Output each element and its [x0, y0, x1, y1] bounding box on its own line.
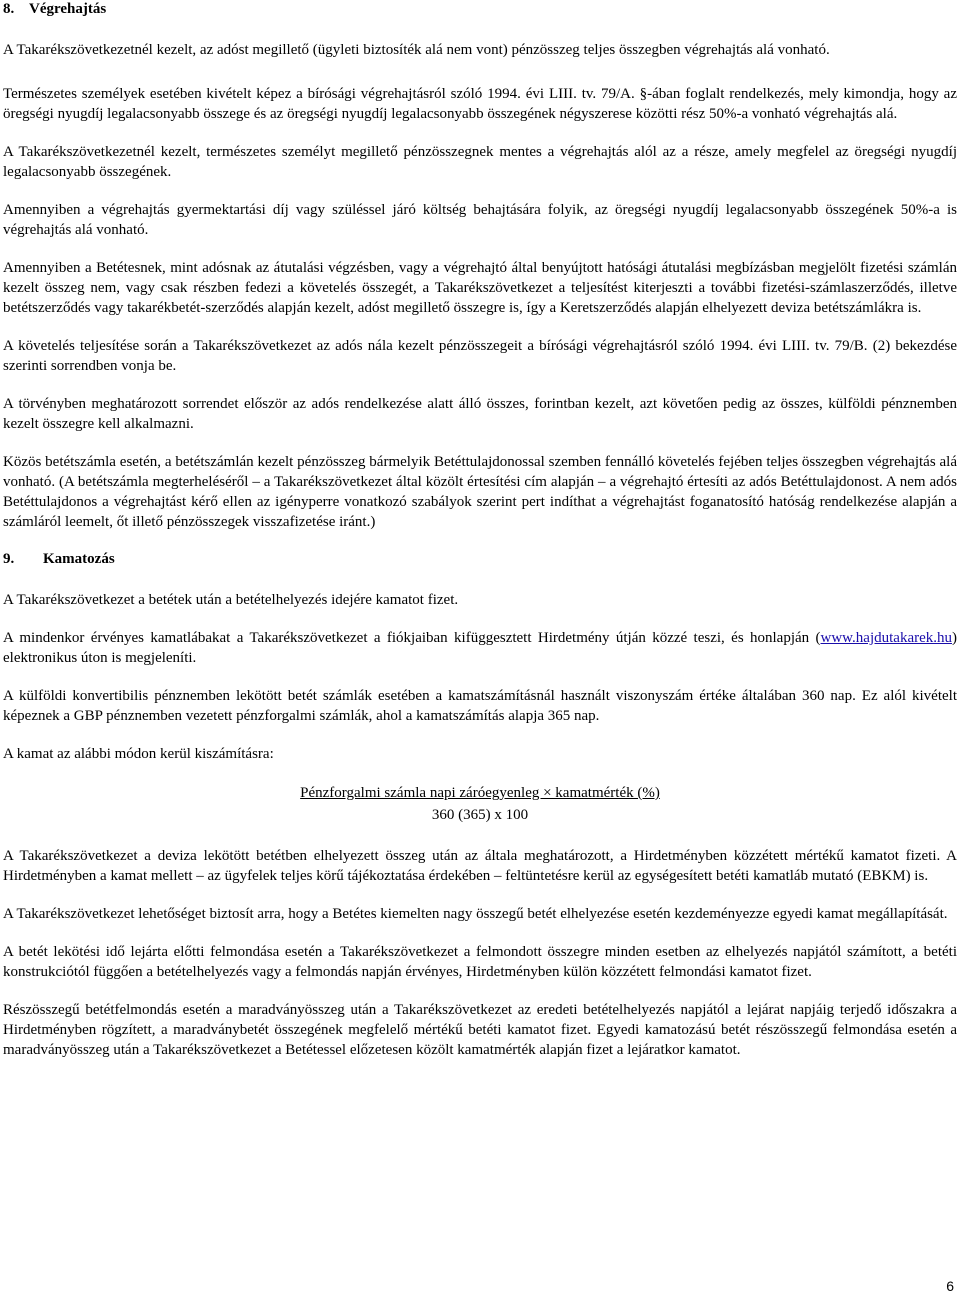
- paragraph: A Takarékszövetkezet a betétek után a betételhelyezés idejére kamatot fizet.: [3, 592, 459, 608]
- paragraph: A követelés teljesítése során a Takarékszövetkezet az adós nála kezelt pénzösszegeit a bírósági végrehajtásról szóló 1994. évi LIII. tv. 79/B. (2) bekezdése szerinti sorrendben vonja be.: [3, 338, 957, 374]
- paragraph: A Takarékszövetkezetnél kezelt, az adóst megillető (ügyleti biztosíték alá nem vont) pénzösszeg teljes összegben végrehajtás alá vonható.: [3, 42, 830, 58]
- section-heading-vegrehajtas: [3, 0, 957, 18]
- section-title: Kamatozás: [43, 551, 115, 567]
- section-title: Végrehajtás: [29, 1, 107, 17]
- paragraph: A Takarékszövetkezet lehetőséget biztosít arra, hogy a Betétes kiemelten nagy összegű betét elhelyezése esetén kezdeményezze egyedi kamat megállapítását.: [3, 906, 948, 922]
- paragraph-with-link: [3, 628, 957, 668]
- paragraph: A kamat az alábbi módon kerül kiszámításra:: [3, 746, 274, 762]
- section-number: 8.: [3, 1, 15, 17]
- section-heading-kamatozas: [3, 550, 957, 568]
- website-link[interactable]: www.hajdutakarek.hu: [820, 630, 952, 646]
- paragraph: Amennyiben a végrehajtás gyermektartási díj vagy szüléssel járó költség behajtására folyik, az öregségi nyugdíj legalacsonyabb összegének 50%-a is végrehajtás alá vonható.: [3, 202, 957, 238]
- page-number: 6: [946, 1278, 954, 1294]
- formula-denominator: 360 (365) x 100: [431, 807, 529, 823]
- paragraph-text: ) elektronikus úton is megjeleníti.: [3, 630, 957, 666]
- section-number: 9.: [3, 551, 15, 567]
- paragraph-text: A mindenkor érvényes kamatlábakat a Takarékszövetkezet a fiókjaiban kifüggesztett Hirdetmény útján közzé teszi, és honlapján (: [3, 630, 821, 646]
- interest-formula: [3, 782, 957, 826]
- paragraph: A külföldi konvertibilis pénznemben lekötött betét számlák esetében a kamatszámításnál használt viszonyszám értéke általában 360 nap. Ez alól kivételt képeznek a GBP pénznemben vezetett pénzforgalmi számlák, ahol a kamatszámítás alapja 365 nap.: [3, 688, 957, 724]
- paragraph: Részösszegű betétfelmondás esetén a maradványösszeg után a Takarékszövetkezet az eredeti betételhelyezés napjától a lejárat napjáig terjedő időszakra a Hirdetményben rögzített, a maradványbetét összegének megfelelő mértékű betéti kamatot fizet. Egyedi kamatozású betét részösszegű felmondása esetén a maradványösszeg után a Takarékszövetkezet a Betétessel előzetesen közölt kamatmérték alapján fizet a lejáratkor kamatot.: [3, 1002, 957, 1058]
- formula-numerator: Pénzforgalmi számla napi záróegyenleg × kamatmérték (%): [300, 785, 660, 801]
- paragraph: A Takarékszövetkezet a deviza lekötött betétben elhelyezett összeg után az általa meghatározott, a Hirdetményben közzétett mértékű kamatot fizeti. A Hirdetményben a kamat mellett – az ügyfelek teljes körű tájékoztatása érdekében – feltüntetésre kerül az egységesített betéti kamatláb mutató (EBKM) is.: [3, 848, 957, 884]
- paragraph: Közös betétszámla esetén, a betétszámlán kezelt pénzösszeg bármelyik Betéttulajdonossal szemben fennálló követelés fejében teljes összegben végrehajtás alá vonható. (A betétszámla megterheléséről – a Takarékszövetkezet által közölt értesítési cím alapján – a végrehajtó értesíti az adós Betéttulajdonost. A nem adós Betéttulajdonos a végrehajtást kérő ellen az igényperre vonatkozó szabályok szerint pert indíthat a végrehajtást foganatosító hatóság rendelkezése alapján a számláról leemelt, őt illető pénzösszegek visszafizetése iránt.): [3, 454, 957, 530]
- paragraph: Amennyiben a Betétesnek, mint adósnak az átutalási végzésben, vagy a végrehajtó által benyújtott hatósági átutalási megbízásban megjelölt fizetési számlán kezelt összeg nem, vagy csak részben fedezi a követelés összegét, a Takarékszövetkezet a teljesítést kiterjeszti a további fizetési-számlaszerződés, illetve betétszerződés vagy takarékbetét-szerződés alapján kezelt, adóst megillető összegre is, így a Keretszerződés alapján elhelyezett deviza betétszámlákra is.: [3, 260, 957, 316]
- paragraph: A Takarékszövetkezetnél kezelt, természetes személyt megillető pénzösszegnek mentes a végrehajtás alól az a része, amely megfelel az öregségi nyugdíj legalacsonyabb összegének.: [3, 144, 957, 180]
- paragraph: A betét lekötési idő lejárta előtti felmondása esetén a Takarékszövetkezet a felmondott összegre minden esetben az elhelyezés napjától számított, a betéti konstrukciótól függően a betételhelyezés vagy a felmondás napján érvényes, Hirdetményben külön közzétett felmondási kamatot fizet.: [3, 944, 957, 980]
- paragraph: A törvényben meghatározott sorrendet először az adós rendelkezése alatt álló összes, forintban kezelt, azt követően pedig az összes, külföldi pénznemben kezelt összegre kell alkalmazni.: [3, 396, 957, 432]
- paragraph: Természetes személyek esetében kivételt képez a bírósági végrehajtásról szóló 1994. évi LIII. tv. 79/A. §-ában foglalt rendelkezés, mely kimondja, hogy az öregségi nyugdíj legalacsonyabb összege és az öregségi nyugdíj legalacsonyabb összegének négyszerese közötti rész 50%-a vonható végrehajtás alá.: [3, 86, 957, 122]
- document-page: [3, 0, 957, 1078]
